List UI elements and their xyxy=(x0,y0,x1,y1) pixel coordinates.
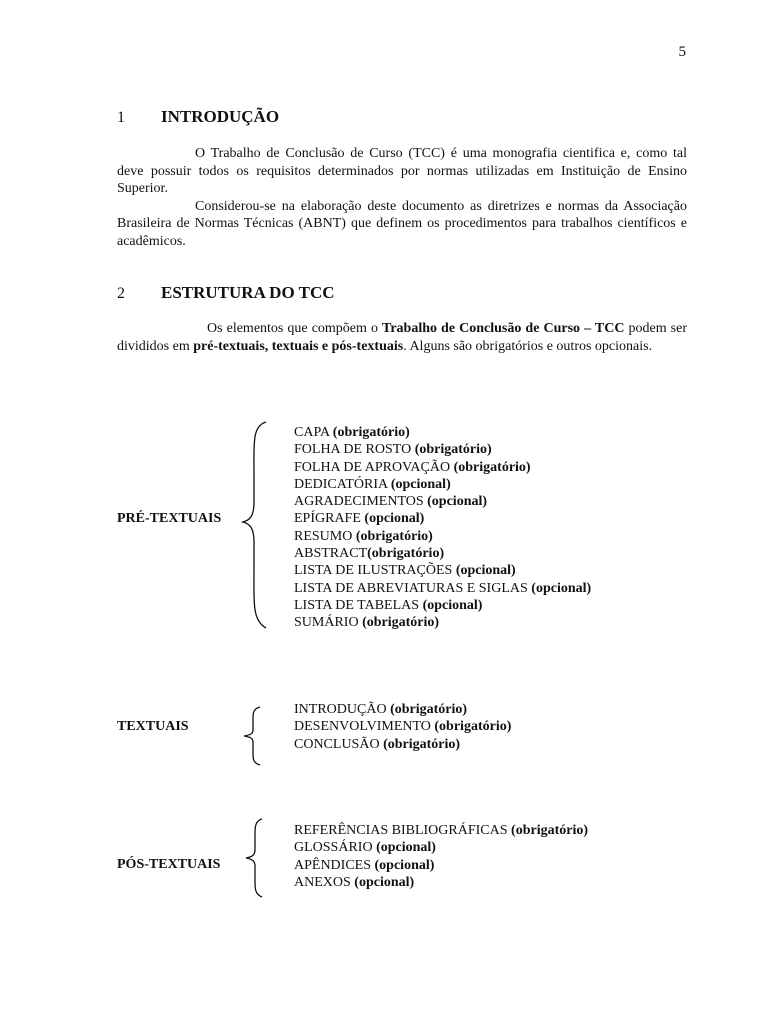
list-item xyxy=(294,718,511,735)
item-name: LISTA DE ABREVIATURAS E SIGLAS xyxy=(294,580,528,596)
curly-brace-icon xyxy=(240,817,270,899)
list-item xyxy=(294,614,591,631)
pos-textuais-list xyxy=(294,822,588,891)
item-name: LISTA DE ILUSTRAÇÕES xyxy=(294,563,453,579)
introduction-paragraph-1: O Trabalho de Conclusão de Curso (TCC) é uma monografia cientifica e, como tal deve possuir todos os requisitos determinados por normas utilizadas em Instituição de Ensino Superior. xyxy=(117,146,687,196)
item-name: FOLHA DE ROSTO xyxy=(294,442,412,458)
list-item xyxy=(294,874,588,891)
list-item xyxy=(294,424,591,441)
item-name: DEDICATÓRIA xyxy=(294,476,388,492)
group-label-pre-textuais: PRÉ-TEXTUAIS xyxy=(117,511,222,526)
list-item xyxy=(294,597,591,614)
item-status: (obrigatório) xyxy=(390,702,468,717)
item-status: (obrigatório) xyxy=(453,459,531,475)
section-number: 2 xyxy=(117,285,125,302)
item-status: (opcional) xyxy=(364,511,425,527)
item-status: (obrigatório) xyxy=(434,719,512,735)
list-item xyxy=(294,822,588,839)
item-name: AGRADECIMENTOS xyxy=(294,494,424,510)
item-status: (obrigatório) xyxy=(362,615,440,631)
list-item xyxy=(294,562,591,579)
item-name: CAPA xyxy=(294,425,330,440)
list-item xyxy=(294,839,588,856)
section-number: 1 xyxy=(117,109,125,126)
item-status: (obrigatório) xyxy=(511,823,589,838)
structure-intro-text xyxy=(117,320,687,355)
item-status: (obrigatório) xyxy=(414,442,492,458)
list-item xyxy=(294,580,591,597)
introduction-text xyxy=(117,145,687,250)
intro-text-e: . Alguns são obrigatórios e outros opcionais. xyxy=(403,338,653,354)
item-name: APÊNDICES xyxy=(294,857,372,873)
pre-textuais-list xyxy=(294,424,591,632)
item-name: CONCLUSÃO xyxy=(294,736,380,752)
curly-brace-icon xyxy=(240,705,270,767)
list-item xyxy=(294,736,511,753)
item-status: (opcional) xyxy=(427,494,488,510)
section-heading-estrutura xyxy=(117,283,335,303)
list-item xyxy=(294,510,591,527)
item-status: (opcional) xyxy=(376,840,436,856)
introduction-paragraph-2: Considerou-se na elaboração deste documento as diretrizes e normas da Associação Brasileira de Normas Técnicas (ABNT) que definem os procedimentos para trabalhos científicos e acadêmicos. xyxy=(117,198,687,249)
item-status: (opcional) xyxy=(390,476,451,492)
list-item xyxy=(294,441,591,458)
item-name: INTRODUÇÃO xyxy=(294,702,387,717)
curly-brace-icon xyxy=(240,420,270,630)
item-name: GLOSSÁRIO xyxy=(294,840,373,856)
list-item xyxy=(294,701,511,718)
list-item xyxy=(294,857,588,874)
intro-bold-tcc: Trabalho de Conclusão de Curso – TCC xyxy=(382,321,625,336)
item-status: (obrigatório) xyxy=(355,528,433,544)
section-title: INTRODUÇÃO xyxy=(161,107,280,126)
item-status: (obrigatório) xyxy=(332,425,410,440)
item-name: SUMÁRIO xyxy=(294,615,359,631)
section-heading-introducao xyxy=(117,107,279,127)
item-status: (opcional) xyxy=(374,857,435,873)
item-name: REFERÊNCIAS BIBLIOGRÁFICAS xyxy=(294,823,508,838)
item-status: (opcional) xyxy=(455,563,516,579)
intro-bold-categories: pré-textuais, textuais e pós-textuais xyxy=(193,338,404,354)
intro-text-c: podem ser divididos em xyxy=(117,321,687,354)
list-item xyxy=(294,545,591,562)
list-item xyxy=(294,493,591,510)
list-item xyxy=(294,459,591,476)
group-label-textuais: TEXTUAIS xyxy=(117,719,189,734)
item-status: (obrigatório) xyxy=(367,546,445,562)
item-name: FOLHA DE APROVAÇÃO xyxy=(294,459,451,475)
item-name: ABSTRACT xyxy=(294,546,368,562)
page-number: 5 xyxy=(678,44,686,60)
item-status: (opcional) xyxy=(354,874,415,890)
item-name: ANEXOS xyxy=(294,874,351,890)
item-name: RESUMO xyxy=(294,528,353,544)
group-label-pos-textuais: PÓS-TEXTUAIS xyxy=(117,857,221,872)
item-status: (opcional) xyxy=(531,580,592,596)
item-name: DESENVOLVIMENTO xyxy=(294,719,431,735)
list-item xyxy=(294,476,591,493)
intro-text-a: Os elementos que compõem o xyxy=(207,321,378,336)
item-name: LISTA DE TABELAS xyxy=(294,597,420,613)
structure-paragraph xyxy=(117,320,687,355)
textuais-list xyxy=(294,701,511,753)
section-title: ESTRUTURA DO TCC xyxy=(161,283,335,302)
list-item xyxy=(294,528,591,545)
item-name: EPÍGRAFE xyxy=(294,511,361,527)
item-status: (opcional) xyxy=(422,597,483,613)
item-status: (obrigatório) xyxy=(383,736,461,752)
